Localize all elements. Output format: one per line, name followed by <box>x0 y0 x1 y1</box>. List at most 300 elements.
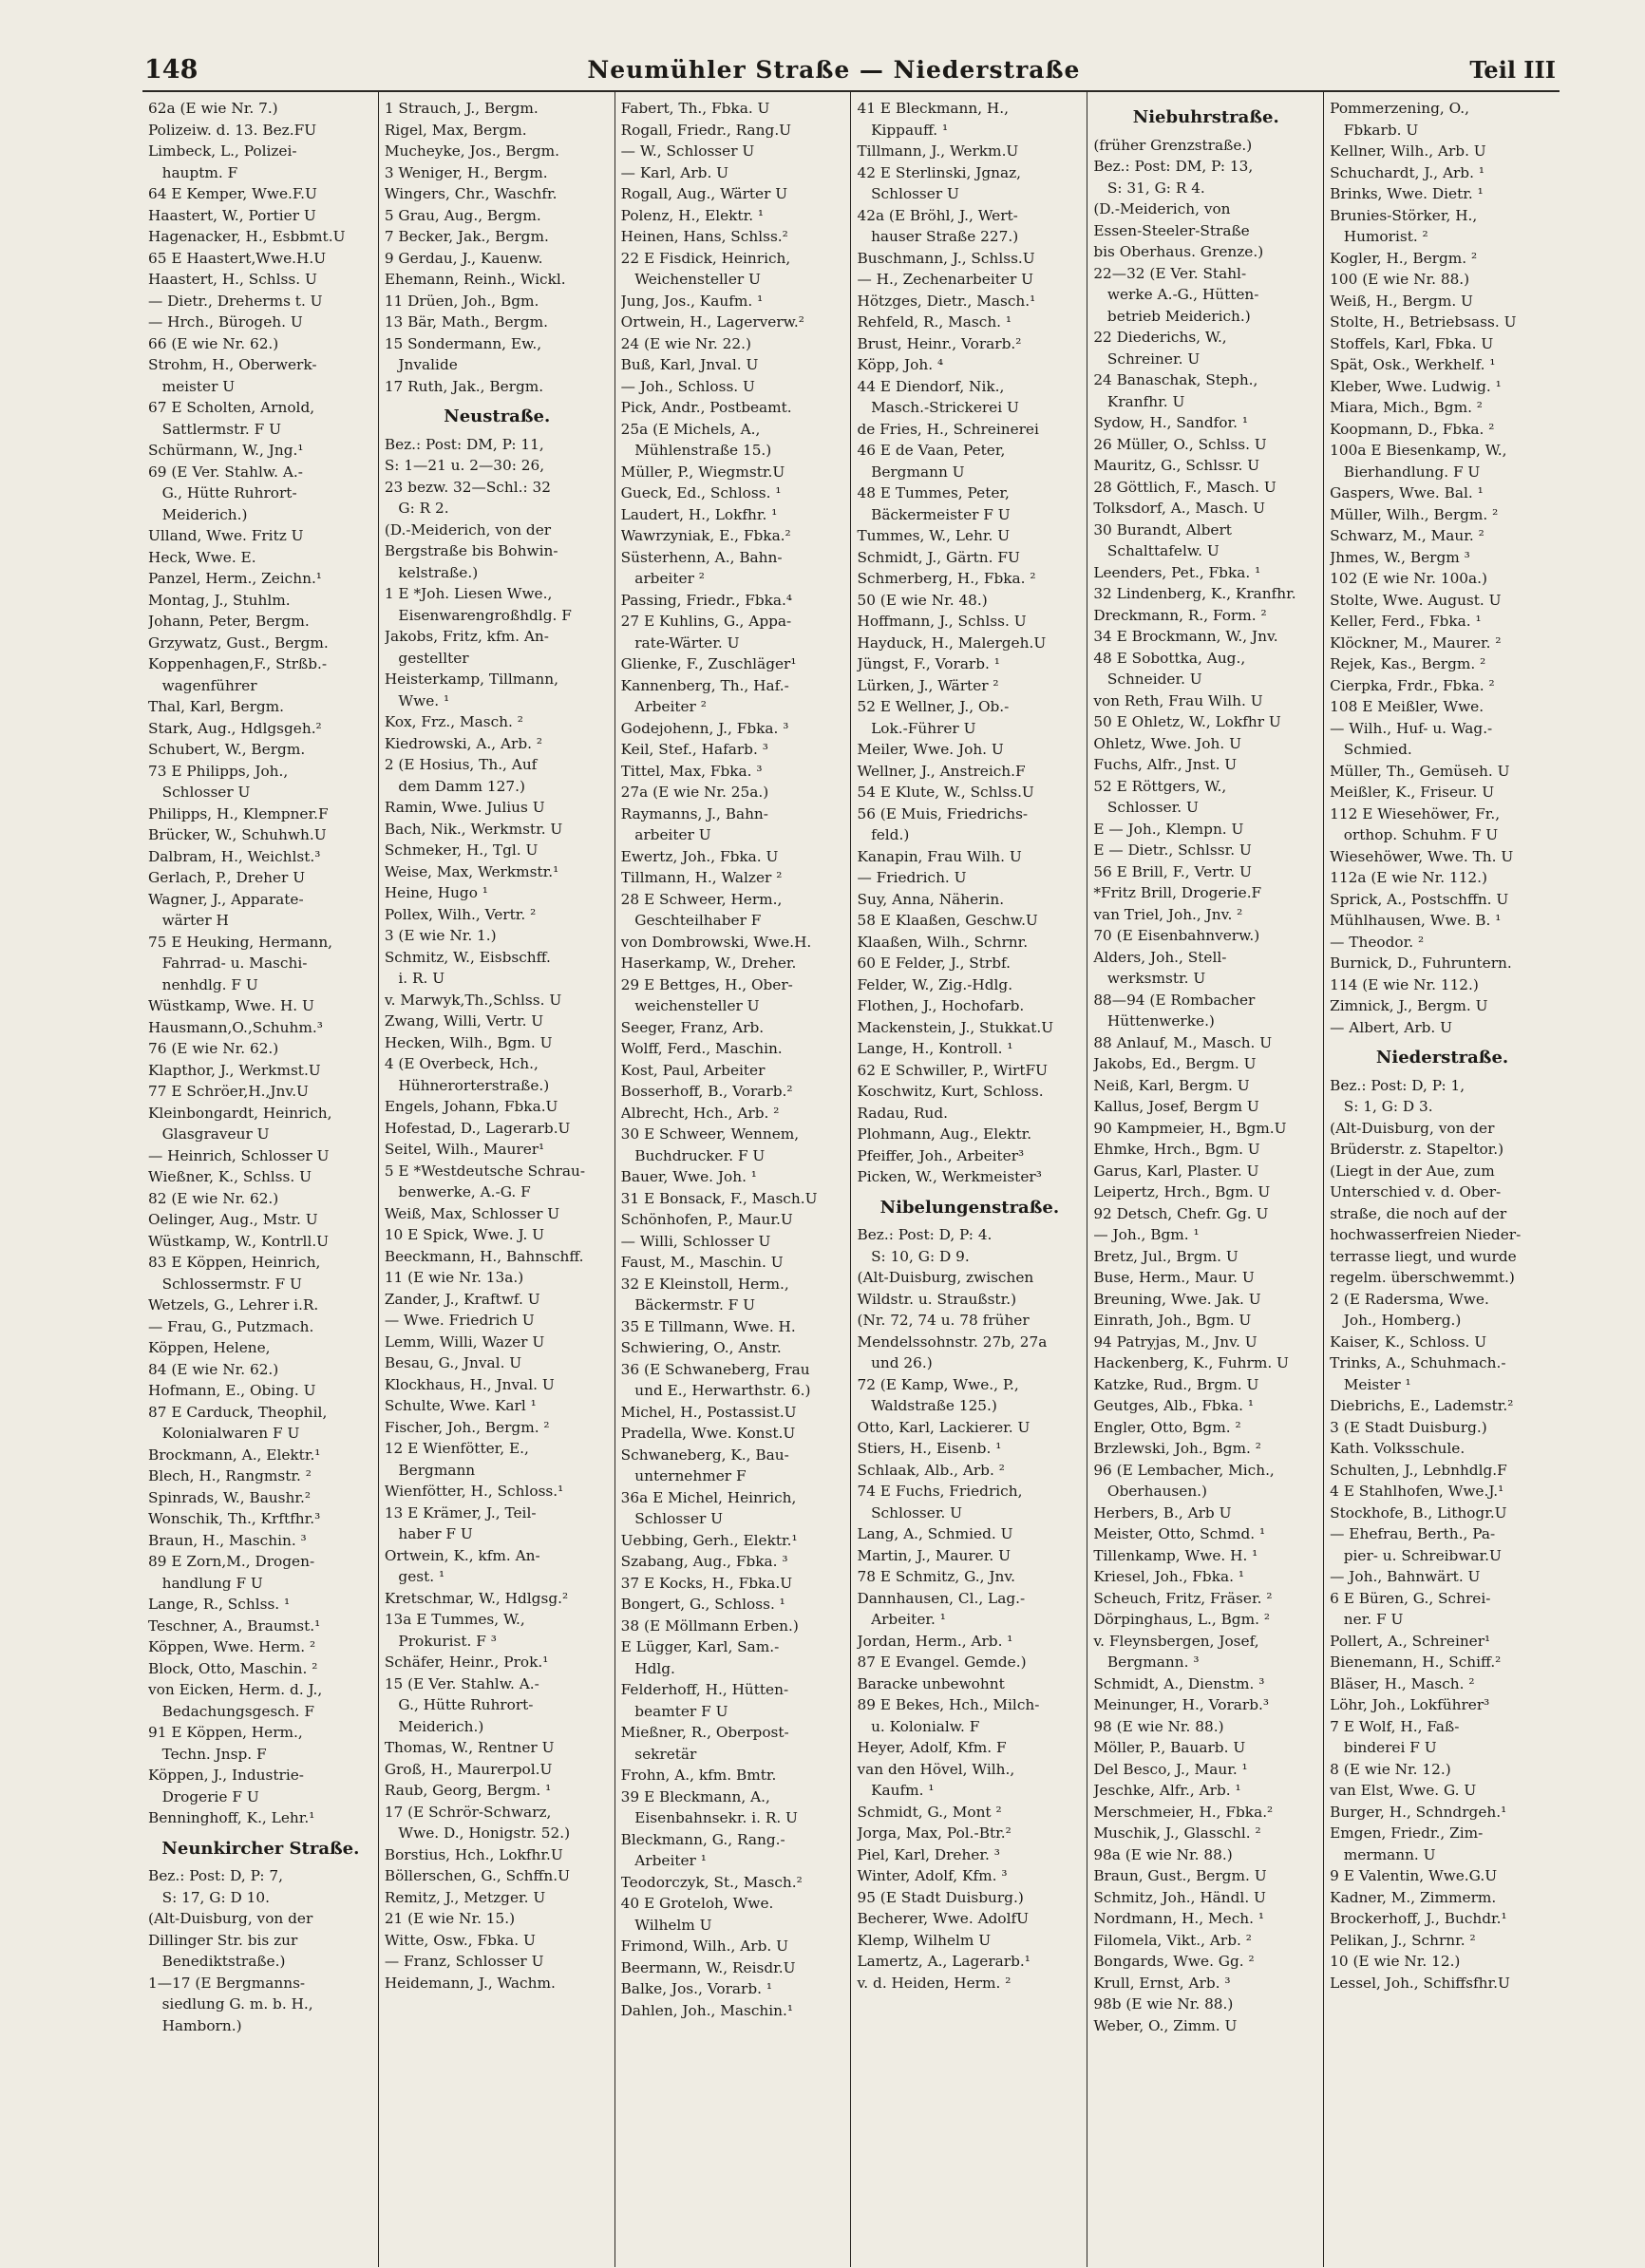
directory-entry: 17 (E Schrör-Schwarz, <box>384 1803 552 1821</box>
directory-entry: Rejek, Kas., Bergm. ² <box>1330 655 1486 672</box>
directory-entry: Jhmes, W., Bergm ³ <box>1330 548 1470 566</box>
directory-entry: Balke, Jos., Vorarb. ¹ <box>620 1980 772 1997</box>
directory-entry: Diebrichs, E., Lademstr.² <box>1330 1397 1514 1414</box>
directory-entry: Heine, Hugo ¹ <box>384 884 488 901</box>
directory-entry: Müller, Wilh., Bergm. ² <box>1330 505 1499 523</box>
directory-entry: 44 E Diendorf, Nik., <box>857 377 1005 395</box>
section-label: Teil III <box>1469 56 1556 84</box>
directory-entry: 5 E *Westdeutsche Schrau- <box>384 1162 586 1180</box>
directory-entry: Gueck, Ed., Schloss. ¹ <box>620 484 782 501</box>
directory-entry: pier- u. Schreibwar.U <box>1330 1546 1502 1564</box>
directory-entry: Benediktstraße.) <box>148 1953 286 1970</box>
directory-entry: Pollert, A., Schreiner¹ <box>1330 1632 1491 1650</box>
directory-entry: Kleinbongardt, Heinrich, <box>148 1104 332 1122</box>
directory-entry: Tittel, Max, Fbka. ³ <box>620 762 763 780</box>
directory-entry: Tillmann, J., Werkm.U <box>857 142 1019 160</box>
directory-entry: Benninghoff, K., Lehr.¹ <box>148 1809 315 1826</box>
directory-entry: Stoffels, Karl, Fbka. U <box>1330 334 1494 352</box>
directory-entry: Gerlach, P., Dreher U <box>148 869 306 886</box>
directory-entry: Frimond, Wilh., Arb. U <box>620 1937 789 1955</box>
directory-entry: 13a E Tummes, W., <box>384 1611 525 1628</box>
directory-entry: Hötzges, Dietr., Masch.¹ <box>857 292 1036 310</box>
directory-entry: 29 E Bettges, H., Ober- <box>620 975 793 993</box>
directory-entry: Flothen, J., Hochofarb. <box>857 997 1025 1014</box>
directory-entry: Köpp, Joh. ⁴ <box>857 356 944 373</box>
directory-entry: Schlosser U <box>620 1510 724 1527</box>
directory-entry: — Theodor. ² <box>1330 933 1425 951</box>
directory-entry: bis Oberhaus. Grenze.) <box>1093 243 1264 260</box>
directory-entry: Stolte, H., Betriebsass. U <box>1330 313 1517 331</box>
directory-entry: 48 E Sobottka, Aug., <box>1093 649 1246 667</box>
directory-entry: Fischer, Joh., Bergm. ² <box>384 1418 550 1436</box>
directory-entry: Bergmann. ³ <box>1093 1654 1200 1671</box>
directory-entry: Breuning, Wwe. Jak. U <box>1093 1290 1261 1308</box>
directory-entry: von Eicken, Herm. d. J., <box>148 1681 323 1698</box>
directory-entry: Kox, Frz., Masch. ² <box>384 713 523 730</box>
directory-entry: Jordan, Herm., Arb. ¹ <box>857 1632 1013 1650</box>
directory-entry: Jorga, Max, Pol.-Btr.² <box>857 1824 1012 1842</box>
directory-entry: Braun, H., Maschin. ³ <box>148 1531 307 1549</box>
directory-entry: Mauritz, G., Schlssr. U <box>1093 457 1260 474</box>
directory-entry: Herbers, B., Arb U <box>1093 1503 1232 1521</box>
directory-entry: 90 Kampmeier, H., Bgm.U <box>1093 1119 1287 1137</box>
directory-entry: Ehemann, Reinh., Wickl. <box>384 271 566 288</box>
directory-entry: Techn. Jnsp. F <box>148 1745 267 1763</box>
directory-entry: Stiers, H., Eisenb. ¹ <box>857 1440 1002 1457</box>
directory-entry: Heck, Wwe. E. <box>148 548 256 566</box>
directory-entry: Cierpka, Frdr., Fbka. ² <box>1330 676 1495 694</box>
directory-entry: 13 E Krämer, J., Teil- <box>384 1503 537 1521</box>
directory-entry: 7 E Wolf, H., Faß- <box>1330 1717 1460 1735</box>
directory-entry: Brzlewski, Joh., Bgm. ² <box>1093 1440 1261 1457</box>
directory-entry: Passing, Friedr., Fbka.⁴ <box>620 591 793 609</box>
directory-entry: 87 E Carduck, Theophil, <box>148 1403 328 1421</box>
directory-entry: Bergmann U <box>857 463 965 481</box>
directory-entry: Wüstkamp, W., Kontrll.U <box>148 1232 330 1250</box>
directory-entry: sekretär <box>620 1745 697 1763</box>
directory-entry: Böllerschen, G., Schffn.U <box>384 1867 570 1884</box>
directory-entry: 8 (E wie Nr. 12.) <box>1330 1760 1451 1778</box>
directory-entry: Jakobs, Ed., Bergm. U <box>1093 1055 1257 1072</box>
directory-entry: 3 (E wie Nr. 1.) <box>384 927 497 944</box>
directory-entry: Köppen, Wwe. Herm. ² <box>148 1638 316 1655</box>
directory-entry: Faust, M., Maschin. U <box>620 1254 784 1271</box>
directory-entry: beamter F U <box>620 1702 728 1720</box>
directory-entry: Schreiner. U <box>1093 350 1201 368</box>
directory-entry: Hofestad, D., Lagerarb.U <box>384 1119 571 1137</box>
directory-entry: 22 E Fisdick, Heinrich, <box>620 249 791 267</box>
directory-entry: 6 E Büren, G., Schrei- <box>1330 1589 1491 1607</box>
directory-entry: Müller, P., Wiegmstr.U <box>620 463 785 481</box>
directory-entry: Alders, Joh., Stell- <box>1093 948 1227 966</box>
directory-entry: 12 E Wienfötter, E., <box>384 1440 529 1457</box>
directory-entry: 38 (E Möllmann Erben.) <box>620 1616 799 1635</box>
directory-entry: Schäfer, Heinr., Prok.¹ <box>384 1654 549 1671</box>
directory-entry: mermann. U <box>1330 1845 1436 1863</box>
directory-entry: Brunies-Störker, H., <box>1330 206 1478 224</box>
directory-entry: Lok.-Führer U <box>857 719 976 737</box>
directory-entry: Müller, Th., Gemüseh. U <box>1330 762 1510 780</box>
directory-entry: Emgen, Friedr., Zim- <box>1330 1824 1484 1842</box>
directory-entry: kelstraße.) <box>384 563 479 581</box>
directory-entry: Brockmann, A., Elektr.¹ <box>148 1446 321 1464</box>
directory-entry: 40 E Groteloh, Wwe. <box>620 1895 774 1912</box>
directory-entry: Hüttenwerke.) <box>1093 1012 1215 1030</box>
directory-entry: meister U <box>148 377 236 395</box>
directory-entry: Schlosser U <box>857 185 959 202</box>
directory-entry: Klapthor, J., Werkmst.U <box>148 1061 321 1079</box>
directory-entry: Kretschmar, W., Hdlgsg.² <box>384 1589 569 1607</box>
directory-entry: Haastert, H., Schlss. U <box>148 271 317 288</box>
directory-entry: Kadner, M., Zimmerm. <box>1330 1888 1497 1906</box>
directory-entry: Bierhandlung. F U <box>1330 463 1481 481</box>
directory-entry: Tillenkamp, Wwe. H. ¹ <box>1093 1546 1258 1564</box>
directory-entry: 98b (E wie Nr. 88.) <box>1093 1995 1234 2013</box>
directory-entry: Weiß, Max, Schlosser U <box>384 1204 560 1222</box>
street-heading: Niederstraße. <box>1375 1048 1509 1068</box>
directory-entry: S: 17, G: D 10. <box>148 1888 270 1906</box>
directory-entry: 7 Becker, Jak., Bergm. <box>384 228 549 245</box>
directory-entry: 3 Weniger, H., Bergm. <box>384 163 548 181</box>
directory-entry: Bäckermstr. F U <box>620 1296 756 1314</box>
directory-entry: Engler, Otto, Bgm. ² <box>1093 1418 1241 1436</box>
directory-entry: ner. F U <box>1330 1611 1404 1628</box>
directory-entry: Meiderich.) <box>148 505 248 523</box>
directory-entry: 89 E Zorn,M., Drogen- <box>148 1553 315 1570</box>
directory-entry: Muschik, J., Glasschl. ² <box>1093 1824 1261 1842</box>
directory-entry: Otto, Karl, Lackierer. U <box>857 1418 1030 1436</box>
directory-entry: 27a (E wie Nr. 25a.) <box>620 784 769 801</box>
directory-entry: 39 E Bleckmann, A., <box>620 1787 770 1805</box>
directory-entry: Glasgraveur U <box>148 1125 270 1143</box>
directory-entry: rate-Wärter. U <box>620 633 740 652</box>
directory-entry: Dillinger Str. bis zur <box>148 1931 298 1949</box>
directory-entry: Brüderstr. z. Stapeltor.) <box>1330 1141 1504 1158</box>
street-heading: Neustraße. <box>444 406 551 426</box>
directory-entry: Kost, Paul, Arbeiter <box>620 1061 766 1079</box>
directory-entry: betrieb Meiderich.) <box>1093 307 1251 325</box>
directory-entry: Wüstkamp, Wwe. H. U <box>148 997 314 1014</box>
directory-entry: Bez.: Post: D, P: 4. <box>857 1226 993 1243</box>
directory-entry: Hausmann,O.,Schuhm.³ <box>148 1018 323 1036</box>
directory-entry: Süsterhenn, A., Bahn- <box>620 548 783 566</box>
directory-entry: Miara, Mich., Bgm. ² <box>1330 399 1483 416</box>
directory-entry: 88 Anlauf, M., Masch. U <box>1093 1033 1273 1051</box>
directory-entry: Bienemann, H., Schiff.² <box>1330 1654 1502 1671</box>
directory-entry: Bach, Nik., Werkmstr. U <box>384 820 563 838</box>
directory-entry: Bongert, G., Schloss. ¹ <box>620 1596 785 1613</box>
directory-entry: Köppen, J., Industrie- <box>148 1767 304 1784</box>
directory-entry: arbeiter U <box>620 826 711 843</box>
directory-entry: Raymanns, J., Bahn- <box>620 804 768 822</box>
directory-entry: binderei F U <box>1330 1739 1437 1756</box>
directory-entry: Kolonialwaren F U <box>148 1425 300 1442</box>
directory-entry: Hofmann, E., Obing. U <box>148 1382 316 1399</box>
directory-entry: Kranfhr. U <box>1093 392 1185 410</box>
directory-entry: 46 E de Vaan, Peter, <box>857 442 1006 459</box>
directory-entry: 73 E Philipps, Joh., <box>148 762 289 780</box>
directory-entry: Brust, Heinr., Vorarb.² <box>857 334 1022 352</box>
directory-entry: Besau, G., Jnval. U <box>384 1354 522 1371</box>
directory-entry: Oelinger, Aug., Mstr. U <box>148 1211 318 1228</box>
directory-entry: 62a (E wie Nr. 7.) <box>148 100 278 117</box>
directory-entry: Grzywatz, Gust., Bergm. <box>148 633 329 652</box>
directory-entry: Lürken, J., Wärter ² <box>857 676 999 694</box>
directory-entry: Bosserhoff, B., Vorarb.² <box>620 1083 793 1100</box>
directory-entry: Weber, O., Zimm. U <box>1093 2016 1238 2034</box>
directory-entry: Wießner, K., Schlss. U <box>148 1168 312 1185</box>
directory-entry: Zwang, Willi, Vertr. U <box>384 1012 544 1030</box>
directory-entry: Köppen, Helene, <box>148 1339 271 1356</box>
directory-entry: Hecken, Wilh., Bgm. U <box>384 1033 553 1051</box>
directory-entry: Kallus, Josef, Bergm U <box>1093 1098 1259 1115</box>
directory-entry: Wienfötter, H., Schloss.¹ <box>384 1483 564 1500</box>
directory-entry: v. d. Heiden, Herm. ² <box>857 1974 1012 1992</box>
directory-entry: 56 E Brill, F., Vertr. U <box>1093 862 1252 880</box>
directory-entry: Klemp, Wilhelm U <box>857 1931 992 1949</box>
directory-entry: Schwarz, M., Maur. ² <box>1330 527 1484 544</box>
directory-entry: 52 E Röttgers, W., <box>1093 777 1227 795</box>
directory-entry: haber F U <box>384 1525 473 1542</box>
directory-entry: 42a (E Bröhl, J., Wert- <box>857 206 1018 224</box>
directory-entry: Kaiser, K., Schloss. U <box>1330 1332 1487 1351</box>
directory-entry: 24 Banaschak, Steph., <box>1093 371 1258 388</box>
directory-entry: 11 Drüen, Joh., Bgm. <box>384 292 539 310</box>
directory-entry: 28 E Schweer, Herm., <box>620 890 783 908</box>
directory-entry: Filomela, Vikt., Arb. ² <box>1093 1931 1252 1949</box>
directory-entry: Baracke unbewohnt <box>857 1674 1005 1692</box>
directory-entry: Panzel, Herm., Zeichn.¹ <box>148 570 322 587</box>
directory-entry: S: 1—21 u. 2—30: 26, <box>384 457 545 474</box>
directory-entry: Piel, Karl, Dreher. ³ <box>857 1845 1000 1863</box>
directory-entry: Engels, Johann, Fbka.U <box>384 1098 558 1115</box>
directory-entry: Scheuch, Fritz, Fräser. ² <box>1093 1589 1273 1607</box>
directory-entry: Schmitz, W., Eisbschff. <box>384 948 551 966</box>
directory-entry: Meiderich.) <box>384 1717 484 1735</box>
directory-entry: Ortwein, K., kfm. An- <box>384 1546 540 1564</box>
directory-entry: Essen-Steeler-Straße <box>1093 221 1250 239</box>
directory-entry: Weichensteller U <box>620 271 761 288</box>
directory-entry: Raub, Georg, Bergm. ¹ <box>384 1782 552 1799</box>
directory-entry: orthop. Schuhm. F U <box>1330 826 1499 843</box>
directory-entry: Witte, Osw., Fbka. U <box>384 1931 536 1949</box>
directory-entry: Meinunger, H., Vorarb.³ <box>1093 1696 1269 1713</box>
directory-entry: 84 (E wie Nr. 62.) <box>148 1360 279 1378</box>
directory-entry: Becherer, Wwe. AdolfU <box>857 1910 1030 1927</box>
directory-entry: Teodorczyk, St., Masch.² <box>620 1873 803 1891</box>
directory-entry: — Franz, Schlosser U <box>384 1953 544 1970</box>
directory-entry: 62 E Schwiller, P., WirtFU <box>857 1061 1049 1079</box>
directory-entry: Buse, Herm., Maur. U <box>1093 1269 1255 1286</box>
directory-columns <box>142 92 1560 2267</box>
directory-entry: 48 E Tummes, Peter, <box>857 484 1010 501</box>
directory-entry: G., Hütte Ruhrort- <box>384 1696 534 1713</box>
directory-entry: 2 (E Hosius, Th., Auf <box>384 756 538 773</box>
directory-entry: S: 10, G: D 9. <box>857 1247 970 1265</box>
directory-entry: Bongards, Wwe. Gg. ² <box>1093 1953 1255 1970</box>
directory-entry: Schmitz, Joh., Händl. U <box>1093 1888 1266 1906</box>
directory-entry: Bläser, H., Masch. ² <box>1330 1674 1475 1692</box>
directory-entry: Bez.: Post: DM, P: 13, <box>1093 158 1254 175</box>
directory-entry: Remitz, J., Metzger. U <box>384 1888 546 1906</box>
directory-entry: Teschner, A., Braumst.¹ <box>148 1616 321 1635</box>
directory-entry: Schlossermstr. F U <box>148 1275 302 1293</box>
directory-entry: 54 E Klute, W., Schlss.U <box>857 784 1034 801</box>
directory-entry: Mühlhausen, Wwe. B. ¹ <box>1330 912 1502 929</box>
directory-entry: Bez.: Post: DM, P: 11, <box>384 435 544 453</box>
directory-entry: Heinen, Hans, Schlss.² <box>620 228 788 245</box>
directory-entry: Bergstraße bis Bohwin- <box>384 542 558 559</box>
directory-entry: Felder, W., Zig.-Hdlg. <box>857 975 1013 993</box>
directory-entry: Ortwein, H., Lagerverw.² <box>620 313 804 331</box>
directory-entry: — Hrch., Bürogeh. U <box>148 313 303 331</box>
directory-entry: Humorist. ² <box>1330 228 1428 245</box>
directory-entry: Waldstraße 125.) <box>857 1397 997 1414</box>
directory-entry: Drogerie F U <box>148 1787 259 1805</box>
directory-entry: Hamborn.) <box>148 2016 242 2034</box>
directory-entry: 10 (E wie Nr. 12.) <box>1330 1953 1461 1970</box>
directory-entry: 4 (E Overbeck, Hch., <box>384 1055 539 1072</box>
directory-entry: — Ehefrau, Berth., Pa- <box>1330 1525 1496 1542</box>
directory-entry: Wwe. D., Honigstr. 52.) <box>384 1824 571 1842</box>
directory-entry: 98a (E wie Nr. 88.) <box>1093 1845 1233 1863</box>
directory-entry: Felderhoff, H., Hütten- <box>620 1681 789 1698</box>
directory-entry: Klöckner, M., Maurer. ² <box>1330 633 1502 652</box>
directory-entry: 15 (E Ver. Stahlw. A.- <box>384 1674 539 1692</box>
directory-entry: (Alt-Duisburg, von der <box>148 1910 313 1927</box>
directory-entry: Meißler, K., Friseur. U <box>1330 784 1495 801</box>
directory-entry: Heidemann, J., Wachm. <box>384 1974 556 1992</box>
directory-entry: S: 31, G: R 4. <box>1093 179 1205 197</box>
directory-entry: Strohm, H., Oberwerk- <box>148 356 317 373</box>
directory-entry: Lange, H., Kontroll. ¹ <box>857 1040 1013 1057</box>
directory-entry: Radau, Rud. <box>857 1104 948 1122</box>
directory-entry: 9 E Valentin, Wwe.G.U <box>1330 1867 1498 1884</box>
directory-entry: Beeckmann, H., Bahnschff. <box>384 1247 584 1265</box>
directory-entry: Hackenberg, K., Fuhrm. U <box>1093 1354 1289 1371</box>
page-header <box>142 55 1560 92</box>
directory-entry: nenhdlg. F U <box>148 975 258 993</box>
directory-entry: von Reth, Frau Wilh. U <box>1093 691 1263 709</box>
directory-entry: 22 Diederichs, W., <box>1093 329 1227 346</box>
directory-entry: Keil, Stef., Hafarb. ³ <box>620 741 768 758</box>
directory-entry: Eisenbahnsekr. i. R. U <box>620 1809 798 1826</box>
directory-entry: Sprick, A., Postschffn. U <box>1330 890 1509 908</box>
directory-entry: 72 (E Kamp, Wwe., P., <box>857 1375 1019 1393</box>
directory-entry: Wellner, J., Anstreich.F <box>857 762 1026 780</box>
directory-entry: — Joh., Schloss. U <box>620 377 755 395</box>
column-5 <box>1087 92 1324 2267</box>
directory-entry: arbeiter ² <box>620 570 705 587</box>
directory-entry: Picken, W., Werkmeister³ <box>857 1168 1042 1185</box>
directory-entry: Arbeiter. ¹ <box>857 1611 946 1628</box>
directory-entry: 21 (E wie Nr. 15.) <box>384 1910 516 1927</box>
directory-entry: 31 E Bonsack, F., Masch.U <box>620 1189 818 1207</box>
directory-entry: v. Marwyk,Th.,Schlss. U <box>384 991 562 1009</box>
directory-entry: Brücker, W., Schuhwh.U <box>148 826 327 843</box>
directory-entry: 56 (E Muis, Friedrichs- <box>857 804 1029 822</box>
directory-entry: Spät, Osk., Werkhelf. ¹ <box>1330 356 1496 373</box>
directory-entry: Rigel, Max, Bergm. <box>384 121 527 139</box>
directory-entry: (Liegt in der Aue, zum <box>1330 1162 1495 1180</box>
directory-entry: Szabang, Aug., Fbka. ³ <box>620 1553 788 1570</box>
directory-entry: Blech, H., Rangmstr. ² <box>148 1467 312 1484</box>
directory-entry: Dannhausen, Cl., Lag.- <box>857 1589 1026 1607</box>
directory-entry: Rogall, Friedr., Rang.U <box>620 121 792 139</box>
directory-entry: Ramin, Wwe. Julius U <box>384 799 545 816</box>
directory-entry: Kogler, H., Bergm. ² <box>1330 249 1478 267</box>
directory-entry: werksmstr. U <box>1093 970 1206 987</box>
directory-entry: Frohn, A., kfm. Bmtr. <box>620 1767 777 1784</box>
directory-entry: 64 E Kemper, Wwe.F.U <box>148 185 317 202</box>
directory-entry: Geschteilhaber F <box>620 912 762 929</box>
directory-entry: 32 E Kleinstoll, Herm., <box>620 1275 789 1293</box>
directory-entry: hochwasserfreien Nieder- <box>1330 1226 1522 1243</box>
directory-entry: Wonschik, Th., Krftfhr.³ <box>148 1510 321 1527</box>
directory-entry: Kippauff. ¹ <box>857 121 949 139</box>
directory-entry: — Dietr., Dreherms t. U <box>148 292 323 310</box>
directory-entry: Meiler, Wwe. Joh. U <box>857 741 1004 758</box>
directory-entry: Buschmann, J., Schlss.U <box>857 249 1035 267</box>
directory-entry: E — Joh., Klempn. U <box>1093 820 1244 838</box>
directory-entry: feld.) <box>857 826 910 843</box>
directory-entry: Bez.: Post: D, P: 1, <box>1330 1076 1465 1094</box>
directory-entry: Dörpinghaus, L., Bgm. ² <box>1093 1611 1270 1628</box>
directory-entry: Kath. Volksschule. <box>1330 1440 1465 1457</box>
directory-entry: 24 (E wie Nr. 22.) <box>620 334 751 352</box>
directory-entry: 30 Burandt, Albert <box>1093 520 1232 539</box>
directory-entry: E — Dietr., Schlssr. U <box>1093 841 1252 859</box>
directory-entry: 112 E Wiesehöwer, Fr., <box>1330 804 1501 822</box>
directory-entry: Lang, A., Schmied. U <box>857 1525 1013 1542</box>
street-heading: Nibelungenstraße. <box>879 1197 1060 1218</box>
directory-entry: Lamertz, A., Lagerarb.¹ <box>857 1953 1030 1970</box>
directory-entry: Buchdrucker. F U <box>620 1146 766 1164</box>
directory-entry: Kleber, Wwe. Ludwig. ¹ <box>1330 377 1502 395</box>
directory-entry: terrasse liegt, und wurde <box>1330 1247 1517 1265</box>
directory-entry: Wiesehöwer, Wwe. Th. U <box>1330 847 1514 865</box>
directory-entry: Stolte, Wwe. August. U <box>1330 591 1502 609</box>
directory-entry: *Fritz Brill, Drogerie.F <box>1093 884 1262 901</box>
directory-entry: Schlosser. U <box>857 1503 963 1521</box>
directory-entry: Tolksdorf, A., Masch. U <box>1093 500 1266 517</box>
directory-entry: i. R. U <box>384 970 445 987</box>
directory-entry: Sattlermstr. F U <box>148 420 281 438</box>
directory-entry: Schmidt, A., Dienstm. ³ <box>1093 1674 1265 1692</box>
directory-entry: Rogall, Aug., Wärter U <box>620 185 788 202</box>
directory-entry: 36 (E Schwaneberg, Frau <box>620 1360 810 1378</box>
directory-entry: 100 (E wie Nr. 88.) <box>1330 271 1470 288</box>
directory-entry: Polenz, H., Elektr. ¹ <box>620 206 765 224</box>
directory-entry: E Lügger, Karl, Sam.- <box>620 1638 780 1655</box>
directory-entry: Eisenwarengroßhdlg. F <box>384 606 572 624</box>
directory-entry: u. Kolonialw. F <box>857 1717 980 1735</box>
directory-entry: Trinks, A., Schuhmach.- <box>1330 1354 1506 1371</box>
directory-entry: de Fries, H., Schreinerei <box>857 420 1039 438</box>
directory-entry: 22—32 (E Ver. Stahl- <box>1093 264 1247 282</box>
directory-entry: — W., Schlosser U <box>620 142 755 160</box>
directory-entry: Ohletz, Wwe. Joh. U <box>1093 734 1241 752</box>
directory-entry: Kriesel, Joh., Fbka. ¹ <box>1093 1568 1244 1585</box>
directory-entry: Geutges, Alb., Fbka. ¹ <box>1093 1397 1254 1414</box>
directory-entry: Zimnick, J., Bergm. U <box>1330 997 1488 1014</box>
directory-entry: Schmeker, H., Tgl. U <box>384 841 539 859</box>
directory-entry: Meister ¹ <box>1330 1375 1411 1393</box>
directory-entry: Oberhausen.) <box>1093 1483 1208 1500</box>
directory-entry: 78 E Schmitz, G., Jnv. <box>857 1568 1016 1585</box>
directory-entry: 83 E Köppen, Heinrich, <box>148 1254 321 1271</box>
directory-entry: Polizeiw. d. 13. Bez.FU <box>148 121 317 139</box>
